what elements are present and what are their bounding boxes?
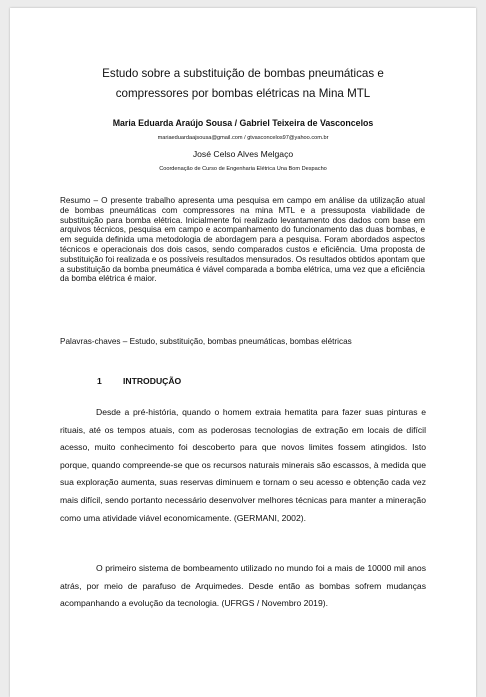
body-paragraph-2: O primeiro sistema de bombeamento utilizado no mundo foi a mais de 10000 mil anos atrás, por meio de parafuso de Arquimedes. Desde então as bombas sofrem mudanças acompanhando a evolução da tecnologia. (UFRGS / Novembro 2019). <box>60 563 426 609</box>
keywords: Palavras-chaves – Estudo, substituição, bombas pneumáticas, bombas elétricas <box>60 337 352 346</box>
section-heading <box>97 376 181 386</box>
advisor-name: José Celso Alves Melgaço <box>192 149 294 159</box>
affiliation: Coordenação de Curso de Engenharia Elétrica Una Bom Despacho <box>159 166 327 172</box>
paper-title <box>0 64 486 104</box>
abstract: Resumo – O presente trabalho apresenta uma pesquisa em campo em análise da utilização atual de bombas pneumáticas com compressores na mina MTL e a pressuposta viabilidade de substituição para bomba elétrica. Inicialmente foi realizado levantamento dos dados com base em arquivos técnicos, pesquisa em campo e acompanhamento do funcionamento das duas bombas, e em seguida definida uma metodologia de abordagem para a pesquisa. Foram abordados aspectos técnicos e operacionais dos dois casos, sendo comparados custos e eficiência. Uma proposta de substituição foi realizada e os possíveis resultados mensurados. Os resultados obtidos apontam que a substituição da bomba pneumática é viável comparada a bomba elétrica, uma vez que a eficiência da bomba elétrica é maior. <box>60 196 426 284</box>
author-names: Maria Eduarda Araújo Sousa / Gabriel Teixeira de Vasconcelos <box>112 118 374 128</box>
author-emails: mariaeduardaajsousa@gmail.com / gtvasconcelos97@yahoo.com.br <box>157 135 329 141</box>
title-line-2: compressores por bombas elétricas na Mina MTL <box>115 87 371 100</box>
section-title: INTRODUÇÃO <box>123 376 182 386</box>
body-paragraph-1: Desde a pré-história, quando o homem extraia hematita para fazer suas pinturas e rituais, até os tempos atuais, com as poderosas tecnologias de extração em locais de difícil acesso, muito conhecimento foi descoberto para que novos limites fossem atingidos. Isto porque, quando compreende-se que os recursos naturais minerais são escassos, à medida que sua exploração aumenta, suas reservas diminuem e tornam o seu acesso e obtenção cada vez mais difícil, sendo portanto necessário desenvolver melhores técnicas para manter a mineração como uma atividade viável economicamente. (GERMANI, 2002). <box>60 407 426 523</box>
title-line-1: Estudo sobre a substituição de bombas pneumáticas e <box>102 67 384 80</box>
section-number: 1 <box>97 376 102 386</box>
